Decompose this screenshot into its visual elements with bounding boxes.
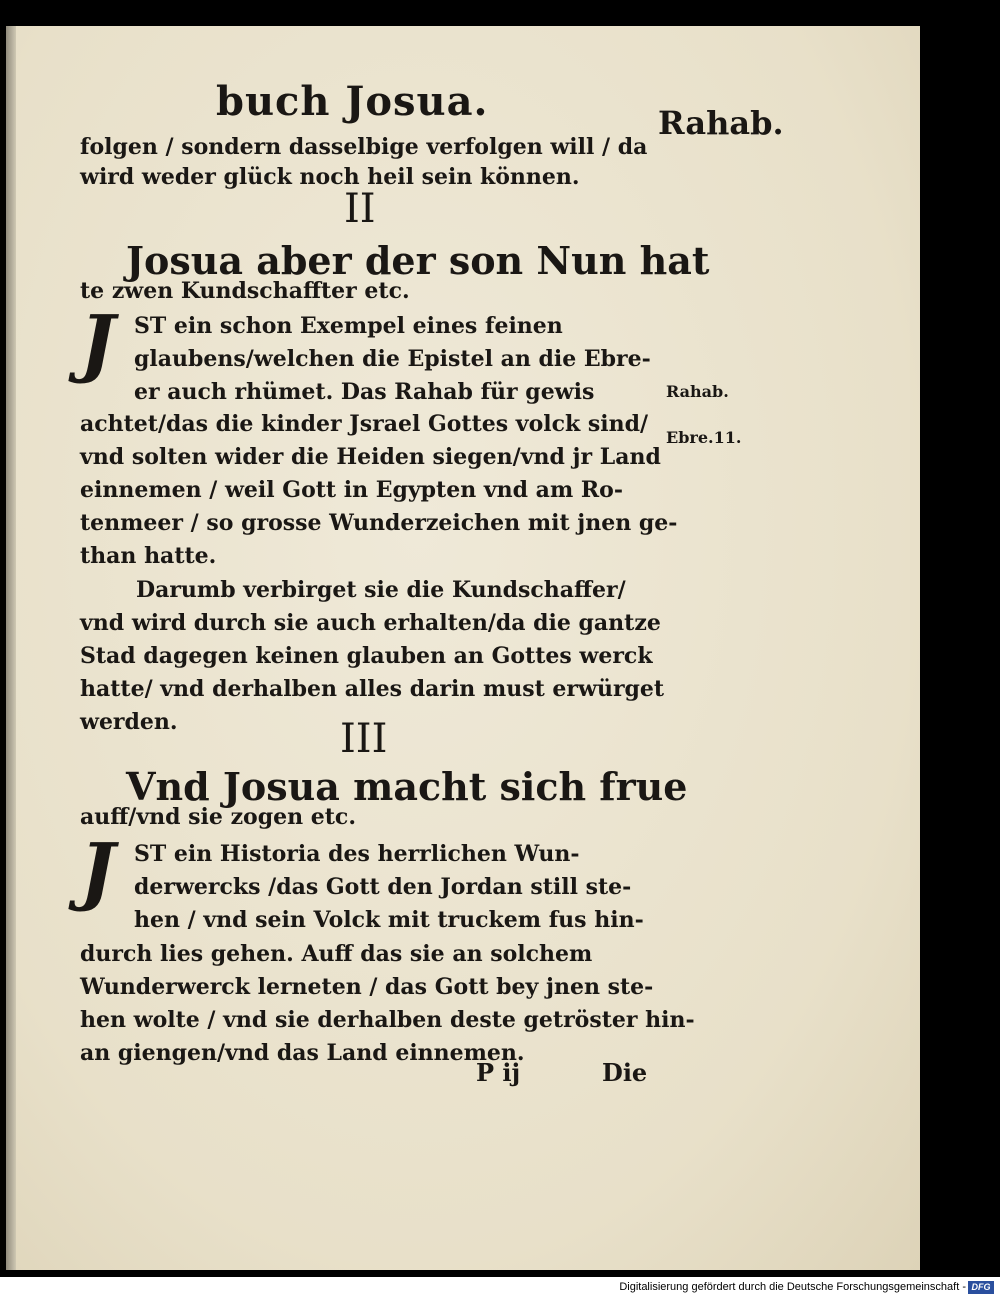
text-line: durch lies gehen. Auff das sie an solchem — [80, 941, 593, 967]
text-line: ST ein schon Exempel eines feinen — [134, 313, 563, 339]
intro-text — [80, 132, 647, 192]
text-line: ST ein Historia des herrlichen Wun- — [134, 841, 580, 867]
text-line: tenmeer / so grosse Wunderzeichen mit jnen ge- — [80, 510, 678, 536]
drop-cap-iii: J — [80, 828, 116, 914]
text-line: vnd wird durch sie auch erhalten/da die gantze — [80, 610, 661, 636]
section-subheading-iii — [80, 802, 356, 832]
section-subheading-ii — [80, 276, 410, 306]
text-line: derwercks /das Gott den Jordan still ste- — [134, 874, 632, 900]
text-line: Wunderwerck lerneten / das Gott bey jnen ste- — [80, 974, 654, 1000]
paragraph-iii-opening — [134, 838, 644, 937]
signature-mark: P ij — [476, 1058, 521, 1087]
text-line: hatte/ vnd derhalben alles darin must erwürget — [80, 676, 665, 702]
section-heading-iii: Vnd Josua macht sich frue — [126, 764, 688, 809]
text-line: te zwen Kundschaffter etc. — [80, 278, 410, 304]
text-line: achtet/das die kinder Jsrael Gottes volck sind/ — [80, 411, 649, 437]
margin-note-ebre: Ebre.11. — [666, 428, 742, 447]
margin-note-rahab: Rahab. — [666, 382, 729, 401]
section-heading-ii: Josua aber der son Nun hat — [126, 238, 710, 283]
text-line: Darumb verbirget sie die Kundschaffer/ — [136, 577, 626, 603]
drop-cap-ii: J — [80, 300, 116, 386]
text-line: glaubens/welchen die Epistel an die Ebre- — [134, 346, 651, 372]
paragraph-iii-continued — [80, 938, 695, 1070]
section-numeral-iii: III — [340, 716, 388, 762]
scanned-page — [6, 26, 920, 1270]
text-line: werden. — [80, 709, 178, 735]
funding-credit: Digitalisierung gefördert durch die Deutsche Forschungsgemeinschaft - — [619, 1281, 966, 1293]
text-line: wird weder glück noch heil sein können. — [80, 164, 580, 190]
text-line: hen / vnd sein Volck mit truckem fus hin- — [134, 907, 644, 933]
text-line: hen wolte / vnd sie derhalben deste getröster hin- — [80, 1007, 695, 1033]
paragraph-ii-opening — [134, 310, 651, 409]
paragraph-ii-continued — [80, 408, 677, 573]
paragraph-ii-second — [80, 574, 664, 739]
running-head: buch Josua. — [216, 78, 489, 125]
text-line: vnd solten wider die Heiden siegen/vnd jr Land — [80, 444, 661, 470]
dfg-logo-icon[interactable]: DFG — [968, 1281, 994, 1294]
section-numeral-ii: II — [344, 186, 376, 232]
text-line: Stad dagegen keinen glauben an Gottes werck — [80, 643, 653, 669]
text-line: er auch rhümet. Das Rahab für gewis — [134, 379, 595, 405]
margin-note-rahab-top: Rahab. — [658, 104, 784, 142]
text-line: auff/vnd sie zogen etc. — [80, 804, 356, 830]
text-line: einnemen / weil Gott in Egypten vnd am Ro- — [80, 477, 623, 503]
text-line: folgen / sondern dasselbige verfolgen will / da — [80, 134, 648, 160]
text-line: an giengen/vnd das Land einnemen. — [80, 1040, 525, 1066]
text-line: than hatte. — [80, 543, 217, 569]
page-binding-edge — [6, 26, 16, 1270]
catchword: Die — [602, 1058, 648, 1087]
